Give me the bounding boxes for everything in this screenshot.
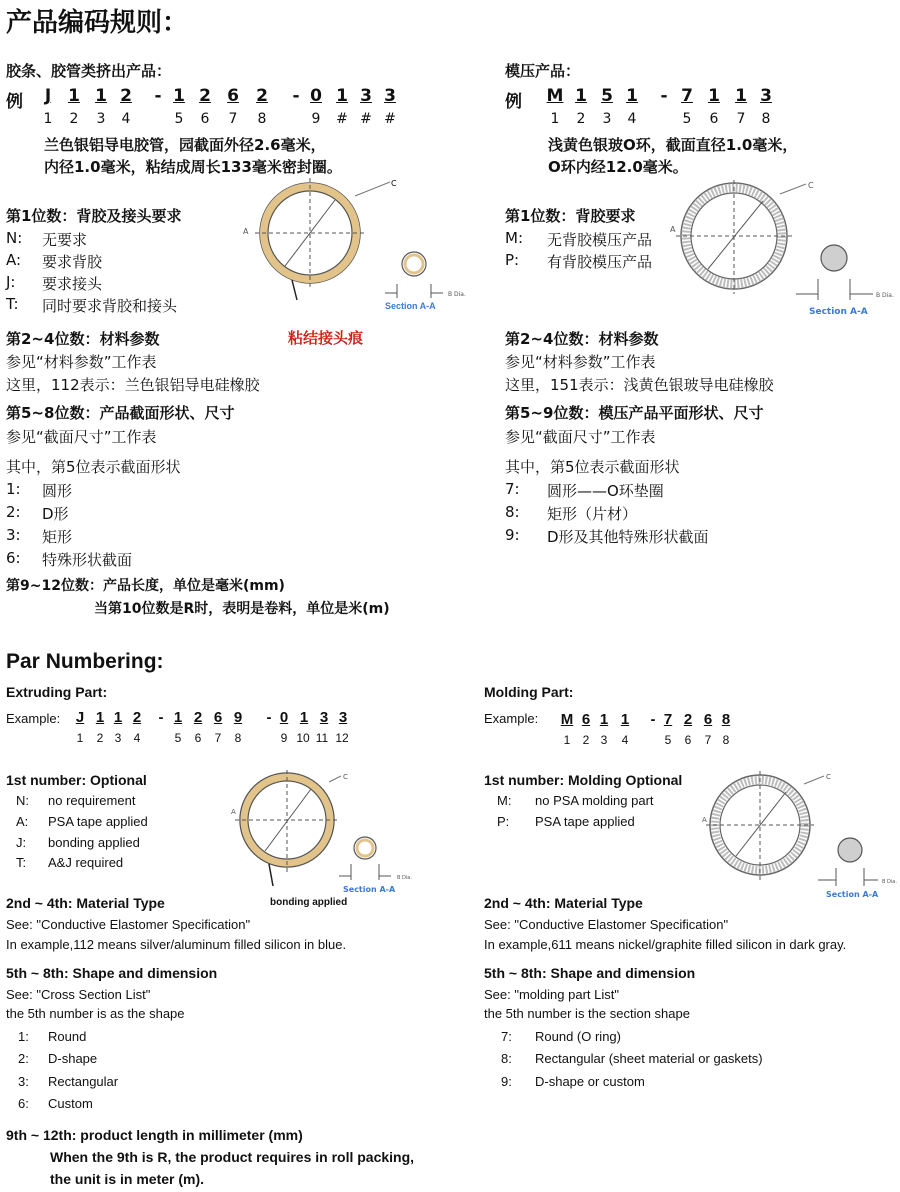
en-extrude-pos9-note2: the unit is in meter (m). [50,1171,205,1187]
list-item [505,229,653,249]
code-char: - [650,711,656,728]
code-char: 1 [708,86,720,106]
index-char: 6 [709,111,719,127]
index-char: 7 [704,733,712,747]
list-item [505,480,664,500]
item-key: 7: [501,1029,512,1044]
index-char: 10 [296,731,310,745]
index-char: 1 [43,111,53,127]
en-mold-pos5-title: 5th ~ 8th: Shape and dimension [484,965,696,981]
code-char: 1 [735,86,747,106]
item-key: M: [505,229,523,247]
code-char: 2 [132,709,142,726]
item-value: 要求接头 [42,275,103,293]
item-key: M: [497,793,512,808]
index-char: 4 [133,731,141,745]
list-item [16,835,140,850]
cn-extrude-pos5-see: 参见“截面尺寸”工作表 [6,428,157,446]
section-label: Section A-A [826,890,879,899]
cn-extrude-pos9-title: 第9~12位数：产品长度，单位是毫米(mm) [6,578,285,594]
code-char: 2 [256,86,268,106]
index-char: 5 [682,111,692,127]
item-value: 无要求 [42,231,88,249]
code-char: M [546,86,564,106]
code-char: - [154,86,162,106]
index-char: 2 [69,111,79,127]
index-char: 3 [600,733,608,747]
list-item [6,251,103,271]
bdia-label: B Dia. [882,879,897,885]
item-key: P: [497,814,510,829]
index-char: 1 [550,111,560,127]
code-char: 5 [601,86,613,106]
en-mold-heading: Molding Part: [484,684,574,700]
item-key: A: [6,251,22,269]
index-char: 5 [174,111,184,127]
item-value: Round [48,1029,87,1044]
item-value: 特殊形状截面 [42,551,133,569]
item-value: 要求背胶 [42,253,103,271]
item-key: 1: [18,1029,29,1044]
item-key: 3: [18,1074,29,1089]
index-char: 9 [311,111,321,127]
code-char: 1 [95,709,105,726]
item-value: Round (O ring) [535,1029,621,1044]
item-value: 矩形（片材） [547,505,638,523]
item-value: 矩形 [42,528,73,546]
item-value: Rectangular [48,1074,119,1089]
cn-mold-desc1: 浅黄色银玻O环，截面直径1.0毫米， [548,136,798,154]
list-item [6,526,73,546]
list-item [16,855,124,870]
item-key: 9: [505,526,520,544]
list-item [505,526,709,546]
en-extrude-pos2-example: In example,112 means silver/aluminum filled silicon in blue. [6,937,347,952]
code-char: 2 [683,711,693,728]
code-char: 0 [279,709,289,726]
list-item [18,1074,119,1089]
code-char: 1 [626,86,638,106]
item-value: 有背胶模压产品 [547,253,653,271]
item-key: 1: [6,480,21,498]
index-char: 12 [335,731,349,745]
list-item [6,480,73,500]
code-char: 6 [703,711,713,728]
index-char: 7 [228,111,238,127]
cn-mold-pos5-title: 第5~9位数：模压产品平面形状、尺寸 [505,404,764,422]
cn-extrude-pos2-example: 这里，112表示：兰色银铝导电硅橡胶 [6,376,260,394]
index-char: 1 [76,731,84,745]
code-char: - [266,709,272,726]
index-char: 2 [576,111,586,127]
code-char: 1 [173,709,183,726]
index-char: 3 [96,111,106,127]
item-value: 同时要求背胶和接头 [42,297,178,315]
index-char: 7 [736,111,746,127]
index-char: 8 [257,111,267,127]
index-char: 8 [234,731,242,745]
item-key: 7: [505,480,520,498]
index-char: 4 [627,111,637,127]
item-key: 3: [6,526,21,544]
code-char: 2 [120,86,132,106]
en-extrude-pos5-note: the 5th number is as the shape [6,1006,185,1021]
section-circle [821,245,847,271]
index-char: # [360,111,372,127]
en-extrude-heading: Extruding Part: [6,684,108,700]
list-item [18,1051,98,1066]
code-char: 7 [681,86,693,106]
cn-mold-heading: 模压产品： [505,62,581,80]
index-char: 6 [684,733,692,747]
item-value: PSA tape applied [48,814,148,829]
list-item [6,229,88,249]
list-item [6,503,69,523]
index-char: 6 [200,111,210,127]
cn-extrude-pos5-note: 其中，第5位表示截面形状 [6,458,181,476]
en-mold-pos2-example: In example,611 means nickel/graphite filled silicon in dark gray. [484,937,847,952]
cn-extrude-ring-diagram [235,176,505,316]
en-mold-pos5-note: the 5th number is the section shape [484,1006,690,1021]
code-char: J [44,86,52,106]
en-extrude-pos2-see: See: "Conductive Elastomer Specification" [6,917,251,932]
bdia-label: B Dia. [397,875,412,881]
list-item [505,503,638,523]
cn-mold-desc2: O环内经12.0毫米。 [548,158,688,176]
item-key: 8: [505,503,520,521]
bdia-label: B Dia. [876,292,894,299]
code-char: J [75,709,85,726]
cn-extrude-desc2: 内径1.0毫米，粘结成周长133毫米密封圈。 [44,158,342,176]
cn-joint-label: 粘结接头痕 [288,329,364,347]
item-key: 6: [6,549,21,567]
item-value: bonding applied [48,835,140,850]
a-label: A [231,808,236,816]
page-title-en: Par Numbering: [6,650,164,673]
list-item [16,793,136,808]
cn-mold-pos2-title: 第2~4位数：材料参数 [505,330,659,348]
item-key: J: [16,835,27,850]
a-label: A [670,225,676,234]
item-value: 圆形 [42,482,73,500]
item-value: PSA tape applied [535,814,635,829]
code-char: 1 [336,86,348,106]
en-mold-ring-diagram [700,768,898,903]
item-key: 8: [501,1051,512,1066]
list-item [505,251,653,271]
en-extrude-ring-diagram [225,768,440,896]
code-char: 1 [95,86,107,106]
item-value: no requirement [48,793,136,808]
item-key: A: [16,814,29,829]
code-char: - [660,86,668,106]
list-item [497,793,654,808]
item-value: 圆形——O环垫圈 [547,482,664,500]
en-mold-example-label: Example: [484,711,539,726]
code-char: 3 [338,709,348,726]
list-item [18,1096,93,1111]
en-bonding-label: bonding applied [270,897,348,908]
item-value: no PSA molding part [535,793,654,808]
code-char: 8 [721,711,731,728]
item-value: Rectangular (sheet material or gaskets) [535,1051,763,1066]
index-char: # [384,111,396,127]
list-item [16,814,148,829]
code-char: 3 [384,86,396,106]
index-char: 9 [280,731,288,745]
en-extrude-pos1-title: 1st number: Optional [6,772,147,788]
code-char: 3 [760,86,772,106]
item-value: Custom [48,1096,93,1111]
index-char: 4 [621,733,629,747]
index-char: 2 [582,733,590,747]
list-item [501,1029,621,1044]
page-title-cn: 产品编码规则： [6,8,189,38]
item-value: A&J required [48,855,124,870]
index-char: 2 [96,731,104,745]
code-char: 2 [199,86,211,106]
a-label: A [243,227,249,236]
item-key: T: [16,855,27,870]
item-value: D-shape or custom [535,1074,645,1089]
item-key: J: [6,273,16,291]
code-char: 0 [310,86,322,106]
item-key: T: [6,295,19,313]
item-key: 9: [501,1074,512,1089]
code-char: 1 [173,86,185,106]
c-label: C [826,773,831,781]
section-circle [838,838,862,862]
code-char: 2 [193,709,203,726]
cn-extrude-pos1-title: 第1位数：背胶及接头要求 [6,207,182,225]
code-char: 1 [575,86,587,106]
item-key: N: [6,229,23,247]
index-char: 4 [121,111,131,127]
cn-extrude-pos9-note: 当第10位数是R时，表明是卷料，单位是米(m) [94,601,390,617]
index-char: 11 [315,731,329,745]
index-char: 5 [174,731,182,745]
code-char: 1 [68,86,80,106]
index-char: 6 [194,731,202,745]
cn-extrude-heading: 胶条、胶管类挤出产品： [6,62,172,80]
item-value: D形 [42,505,69,523]
code-char: M [560,711,574,728]
list-item [501,1074,645,1089]
cn-mold-pos5-see: 参见“截面尺寸”工作表 [505,428,656,446]
en-mold-pos2-title: 2nd ~ 4th: Material Type [484,895,643,911]
index-char: 5 [664,733,672,747]
index-char: 3 [114,731,122,745]
cn-extrude-pos5-title: 第5~8位数：产品截面形状、尺寸 [6,404,235,422]
item-value: 无背胶模压产品 [547,231,653,249]
index-char: # [336,111,348,127]
c-label: C [391,179,397,188]
item-value: D-shape [48,1051,98,1066]
cn-extrude-example-label: 例 [6,92,23,112]
en-extrude-example-label: Example: [6,711,61,726]
section-label: Section A-A [809,307,868,317]
item-key: P: [505,251,520,269]
index-char: 1 [563,733,571,747]
code-char: 3 [319,709,329,726]
en-mold-pos2-see: See: "Conductive Elastomer Specification" [484,917,729,932]
cn-extrude-pos2-see: 参见“材料参数”工作表 [6,353,157,371]
code-char: 6 [213,709,223,726]
list-item [6,273,103,293]
cn-mold-pos5-note: 其中，第5位表示截面形状 [505,458,680,476]
code-char: 1 [299,709,309,726]
a-label: A [702,816,707,824]
code-char: 7 [663,711,673,728]
code-char: 9 [233,709,243,726]
list-item [18,1029,87,1044]
cn-mold-example-label: 例 [505,92,522,112]
code-char: 6 [227,86,239,106]
section-label: Section A-A [343,885,396,894]
cn-mold-ring-diagram [668,176,898,321]
bdia-label: B Dia. [448,291,466,298]
list-item [501,1051,763,1066]
cn-mold-pos2-example: 这里，151表示：浅黄色银玻导电硅橡胶 [505,376,774,394]
section-label: Section A-A [385,301,436,311]
code-char: 1 [620,711,630,728]
index-char: 3 [602,111,612,127]
en-extrude-pos9-title: 9th ~ 12th: product length in millimeter (mm) [6,1127,303,1143]
en-extrude-pos9-note1: When the 9th is R, the product requires in roll packing, [50,1149,415,1165]
code-char: 6 [581,711,591,728]
en-extrude-pos5-see: See: "Cross Section List" [6,987,151,1002]
en-extrude-pos2-title: 2nd ~ 4th: Material Type [6,895,165,911]
c-label: C [808,181,814,190]
en-mold-pos1-title: 1st number: Molding Optional [484,772,683,788]
en-mold-pos5-see: See: "molding part List" [484,987,619,1002]
item-key: 2: [18,1051,29,1066]
index-char: 8 [761,111,771,127]
list-item [6,295,178,315]
code-char: 3 [360,86,372,106]
list-item [6,549,133,569]
item-key: N: [16,793,29,808]
item-key: 6: [18,1096,29,1111]
item-key: 2: [6,503,21,521]
cn-mold-pos2-see: 参见“材料参数”工作表 [505,353,656,371]
code-char: - [158,709,164,726]
code-char: 1 [113,709,123,726]
cn-extrude-pos2-title: 第2~4位数：材料参数 [6,330,160,348]
item-value: D形及其他特殊形状截面 [547,528,709,546]
list-item [497,814,635,829]
code-char: - [292,86,300,106]
cn-mold-pos1-title: 第1位数：背胶要求 [505,207,636,225]
index-char: 8 [722,733,730,747]
cn-extrude-desc1: 兰色银铝导电胶管，园截面外径2.6毫米， [44,136,326,154]
c-label: C [343,773,348,781]
en-extrude-pos5-title: 5th ~ 8th: Shape and dimension [6,965,218,981]
code-char: 1 [599,711,609,728]
index-char: 7 [214,731,222,745]
